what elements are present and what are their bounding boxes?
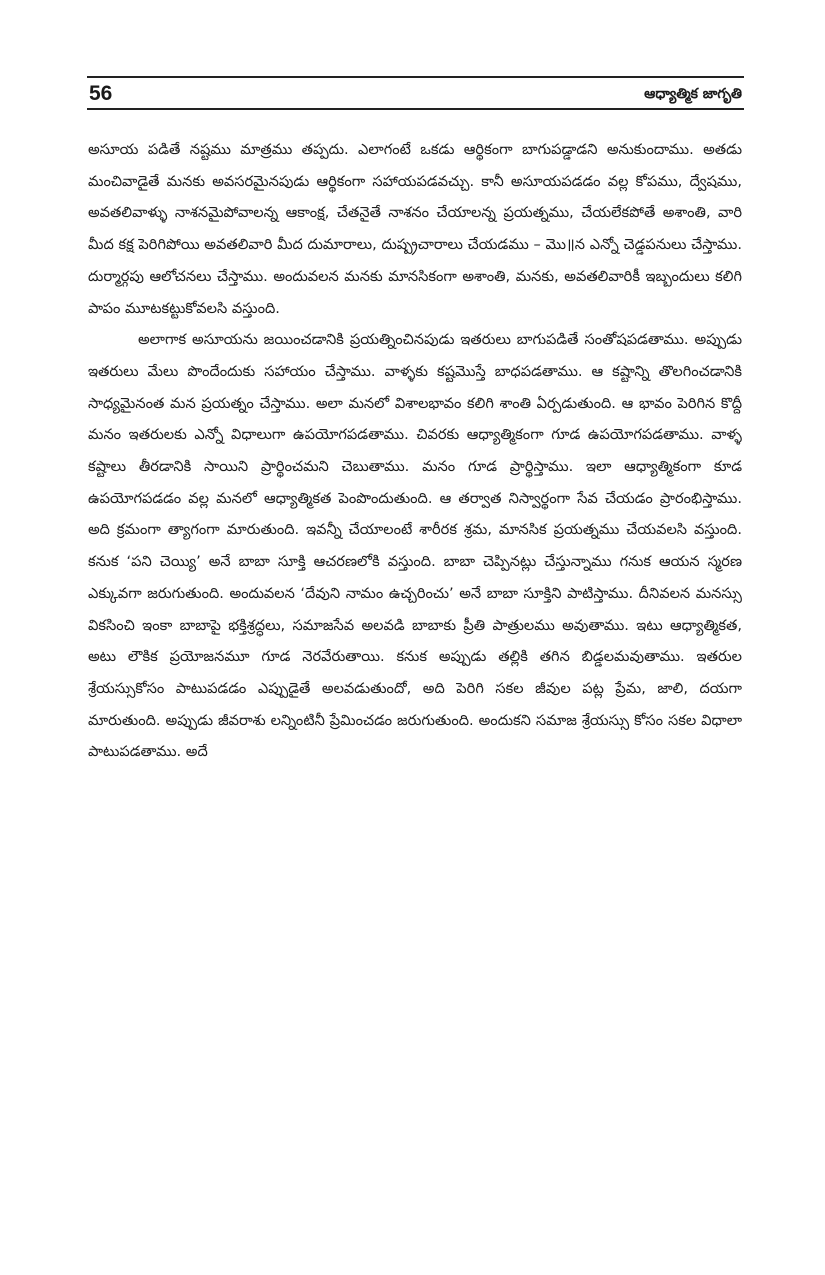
page-number: 56: [89, 82, 113, 105]
paragraph-1: అసూయ పడితే నష్టము మాత్రము తప్పదు. ఎలాగంటే ఒకడు ఆర్థికంగా బాగుపడ్డాడని అనుకుందాము. అతడు మంచివాడైతే మనకు అవసరమైనపుడు ఆర్థికంగా సహాయపడవచ్చు. కానీ అసూయపడడం వల్ల కోపము, ద్వేషము, అవతలివాళ్ళు నాశనమైపోవాలన్న ఆకాంక్ష, చేతనైతే నాశనం చేయాలన్న ప్రయత్నము, చేయలేకపోతే అశాంతి, వారి మీద కక్ష పెరిగిపోయి అవతలివారి మీద దుమారాలు, దుష్ప్రచారాలు చేయడము – మొ॥న ఎన్నో చెడ్డపనులు చేస్తాము. దుర్మార్గపు ఆలోచనలు చేస్తాము. అందువలన మనకు మానసికంగా అశాంతి, మనకు, అవతలివారికీ ఇబ్బందులు కలిగి పాపం మూటకట్టుకోవలసి వస్తుంది.: [88, 141, 742, 317]
body-text: [88, 134, 742, 768]
page-header: [87, 76, 744, 110]
paragraph-2: అలాగాక అసూయను జయించడానికి ప్రయత్నించినపుడు ఇతరులు బాగుపడితే సంతోషపడతాము. అప్పుడు ఇతరులు మేలు పొందేందుకు సహాయం చేస్తాము. వాళ్ళకు కష్టమొస్తే బాధపడతాము. ఆ కష్టాన్ని తొలగించడానికి సాధ్యమైనంత మన ప్రయత్నం చేస్తాము. అలా మనలో విశాలభావం కలిగి శాంతి ఏర్పడుతుంది. ఆ భావం పెరిగిన కొద్దీ మనం ఇతరులకు ఎన్నో విధాలుగా ఉపయోగపడతాము. చివరకు ఆధ్యాత్మికంగా గూడ ఉపయోగపడతాము. వాళ్ళ కష్టాలు తీరడానికి సాయిని ప్రార్థించమని చెబుతాము. మనం గూడ ప్రార్థిస్తాము. ఇలా ఆధ్యాత్మికంగా కూడ ఉపయోగపడడం వల్ల మనలో ఆధ్యాత్మికత పెంపొందుతుంది. ఆ తర్వాత నిస్వార్థంగా సేవ చేయడం ప్రారంభిస్తాము. అది క్రమంగా త్యాగంగా మారుతుంది. ఇవన్నీ చేయాలంటే శారీరక శ్రమ, మానసిక ప్రయత్నము చేయవలసి వస్తుంది. కనుక ‘పని చెయ్యి’ అనే బాబా సూక్తి ఆచరణలోకి వస్తుంది. బాబా చెప్పినట్లు చేస్తున్నాము గనుక ఆయన స్మరణ ఎక్కువగా జరుగుతుంది. అందువలన ‘దేవుని నామం ఉచ్చరించు’ అనే బాబా సూక్తిని పాటిస్తాము. దీనివలన మనస్సు వికసించి ఇంకా బాబాపై భక్తిశ్రద్ధలు, సమాజసేవ అలవడి బాబాకు ప్రీతి పాత్రులము అవుతాము. ఇటు ఆధ్యాత్మికత, అటు లౌకిక ప్రయోజనమూ గూడ నెరవేరుతాయి. కనుక అప్పుడు తల్లికి తగిన బిడ్డలమవుతాము. ఇతరుల శ్రేయస్సుకోసం పాటుపడడం ఎప్పుడైతే అలవడుతుందో, అది పెరిగి సకల జీవుల పట్ల ప్రేమ, జాలి, దయగా మారుతుంది. అప్పుడు జీవరాశు లన్నింటినీ ప్రేమించడం జరుగుతుంది. అందుకని సమాజ శ్రేయస్సు కోసం సకల విధాలా పాటుపడతాము. అదే: [88, 331, 742, 761]
running-title: ఆధ్యాత్మిక జాగృతి: [644, 86, 742, 102]
